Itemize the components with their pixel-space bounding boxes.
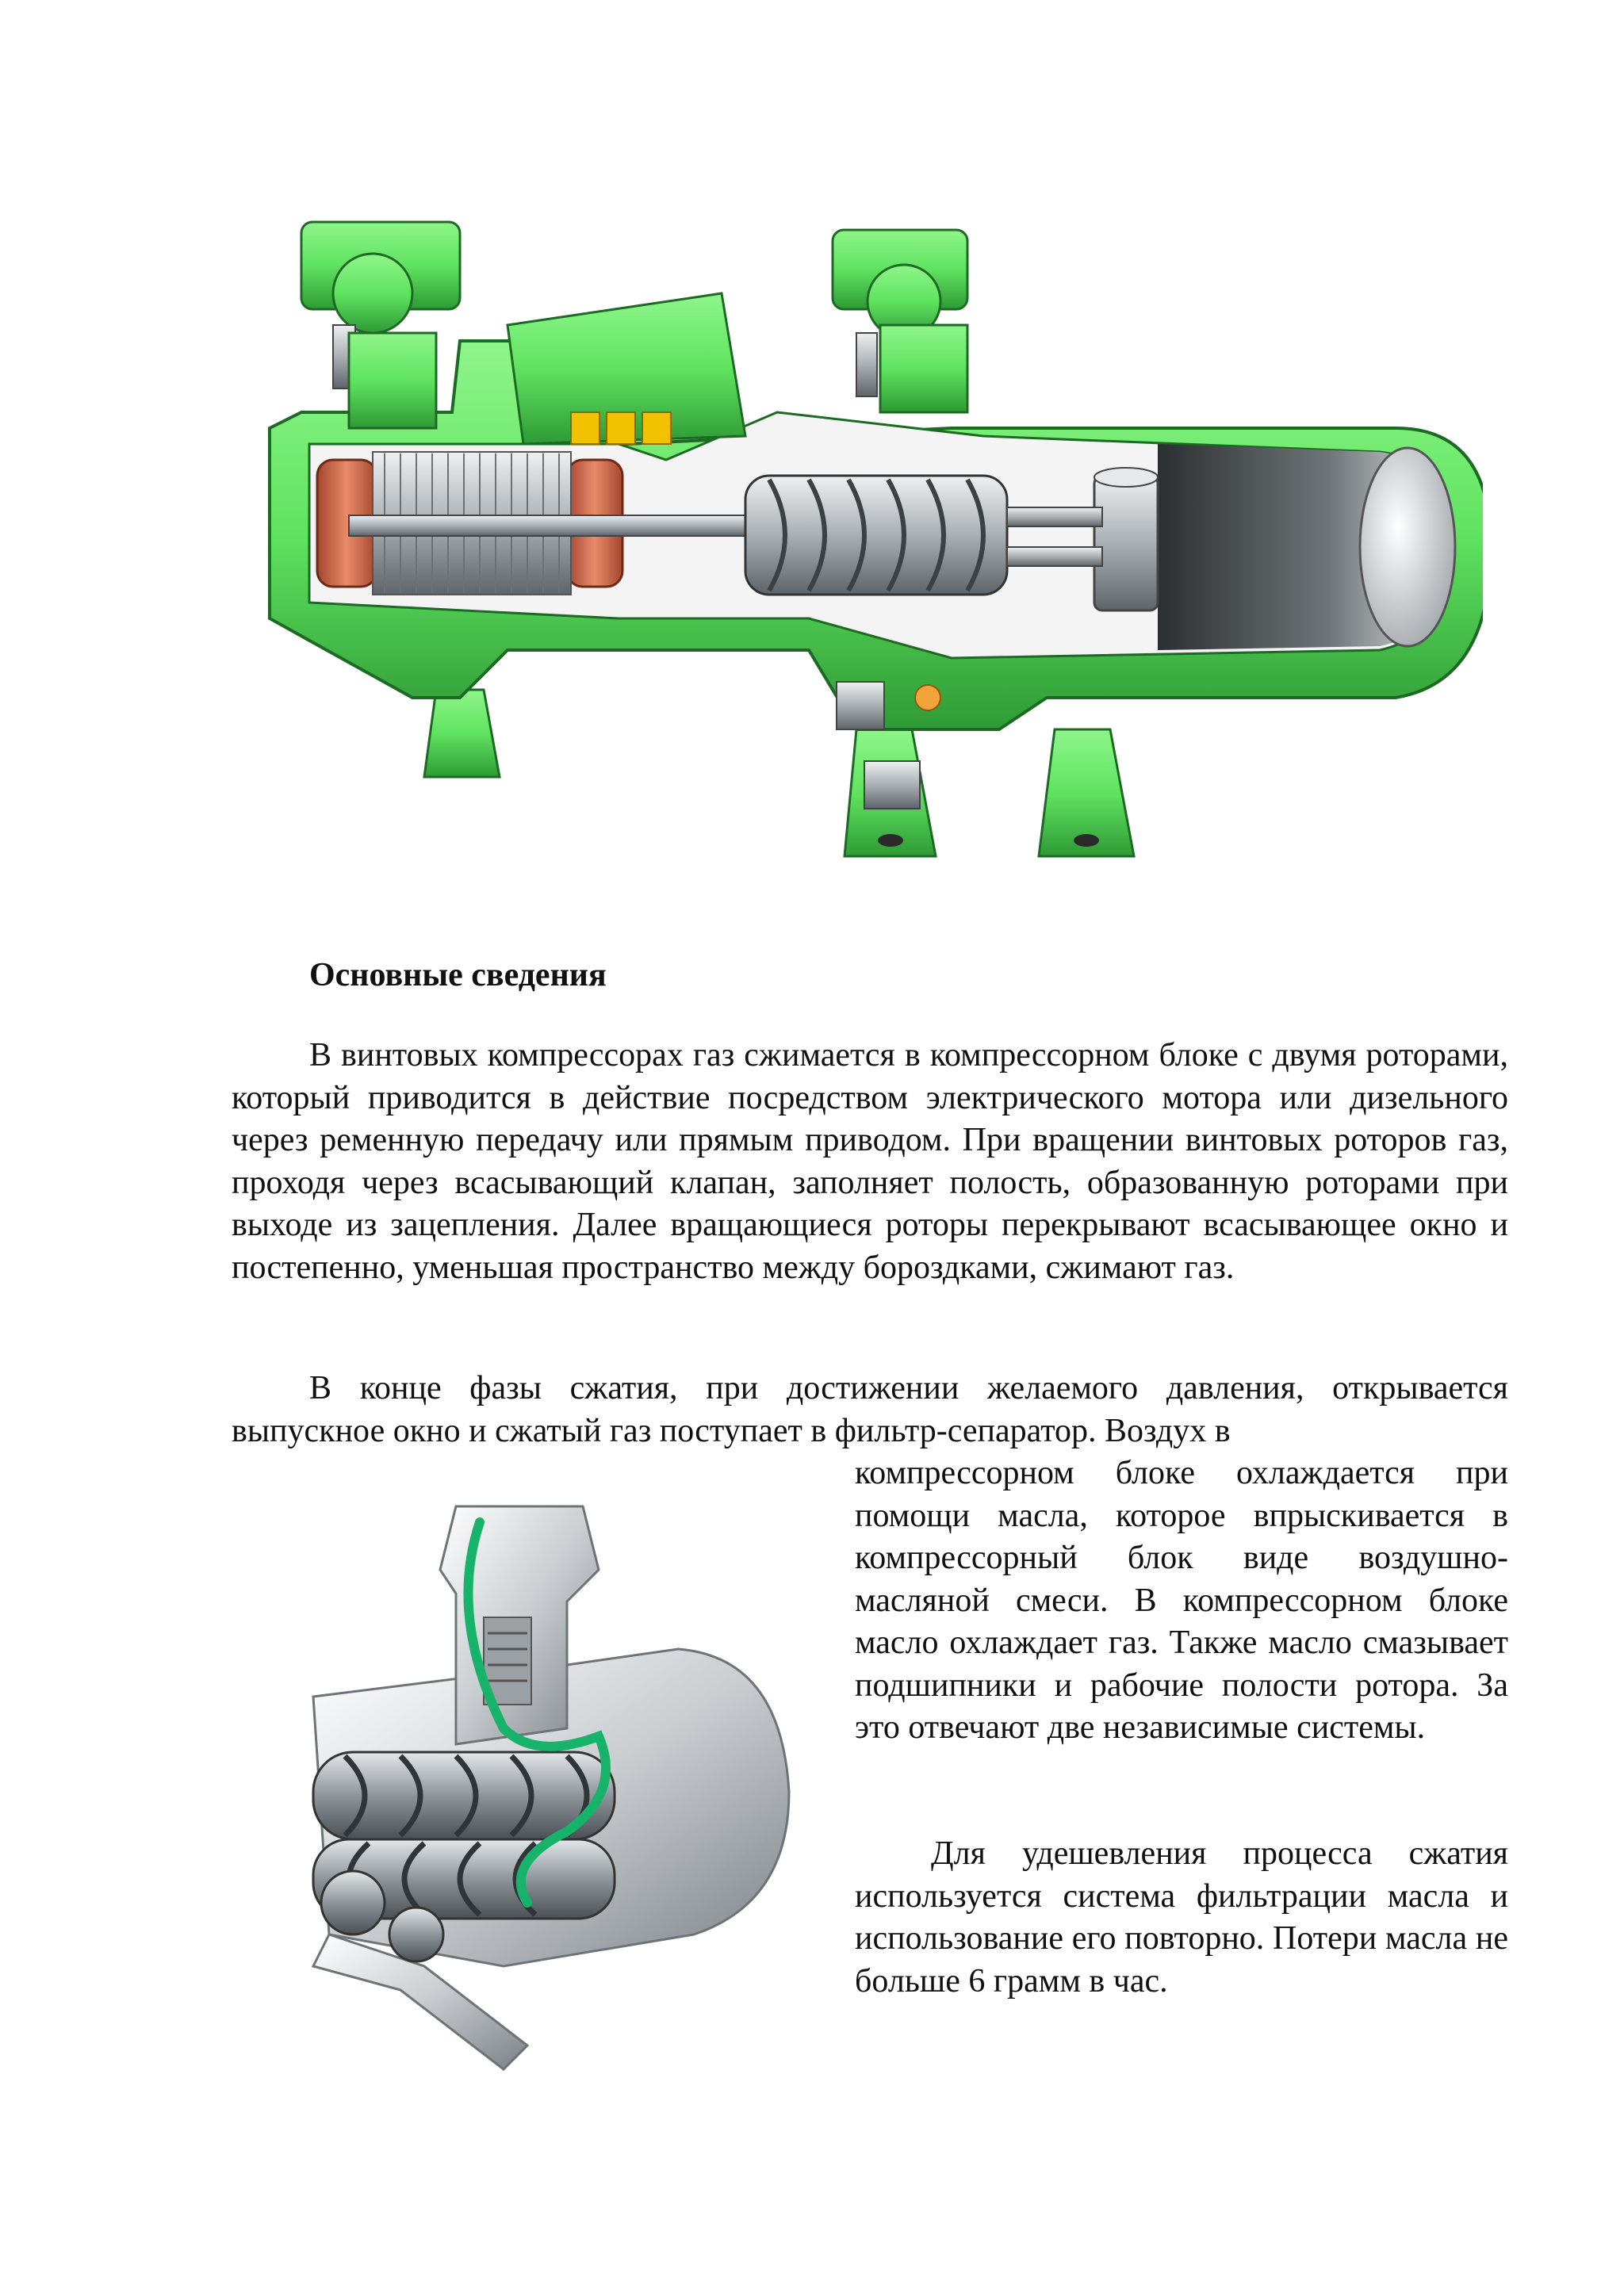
paragraph-intro: В винтовых компрессорах газ сжимается в компрессорном блоке с двумя роторами, который приводится в действие посредством электрического мотора или дизельного через ременную передачу или прямым приводом. При вращении винтовых роторов газ, проходя через всасывающий клапан, заполняет полость, образованную роторами при выходе из зацепления. Далее вращающиеся роторы перекрывают всасывающее окно и постепенно, уменьшая пространство между бороздками, сжимают газ.: [232, 1037, 1508, 1286]
discharge-stop-valve: [833, 230, 967, 412]
section-heading: Основные сведения: [309, 957, 607, 993]
paragraph-oil-filtration: Для удешевления процесса сжатия используется система фильтрации масла и использование его повторно. Потери масла не больше 6 грамм в час.: [855, 1835, 1508, 1999]
suction-stop-valve: [301, 222, 460, 428]
paragraph-compression-end: В конце фазы сжатия, при достижении желаемого давления, открывается выпускное окно и сжатый газ поступает в фильтр-сепаратор. Воздух в: [232, 1370, 1508, 1449]
paragraph-oil-cooling: компрессорном блоке охлаждается при помощи масла, которое впрыскивается в компрессорный блок виде воздушно-масляной смеси. В компрессорном блоке масло охлаждает газ. Также масло смазывает подшипники и рабочие полости ротора. За это отвечают две независимые системы.: [855, 1455, 1508, 1746]
mounting-feet: [424, 690, 1134, 856]
screw-block-illustration: [266, 1490, 821, 2093]
oil-filter: [1094, 468, 1158, 610]
terminal-box: [508, 293, 745, 444]
compressor-cutaway-illustration: [254, 174, 1483, 888]
